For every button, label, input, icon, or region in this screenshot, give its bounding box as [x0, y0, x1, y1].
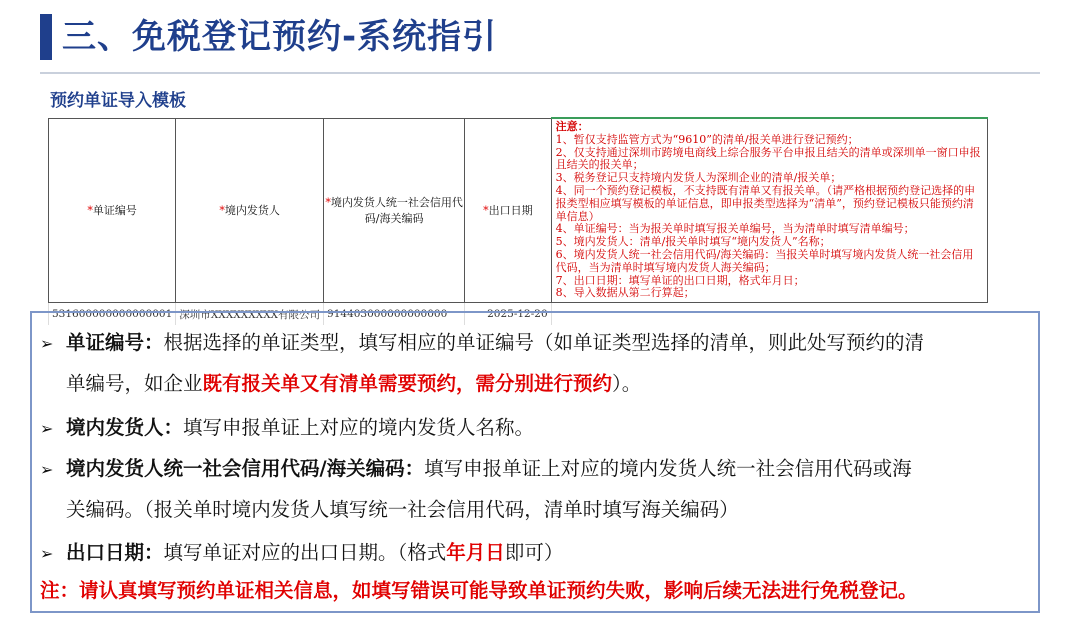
note-item: 6、境内发货人统一社会信用代码/海关编码：当报关单时填写境内发货人统一社会信用代码，当为清单时填写境内发货人海关编码； [555, 247, 974, 274]
col-header-credit-code: *境内发货人统一社会信用代码/海关编码 [324, 118, 465, 303]
instruction-doc-no: ➢ 单证编号：根据选择的单证类型，填写相应的单证编号（如单证类型选择的清单，则此处写预约的清 [40, 329, 924, 358]
title-divider [40, 72, 1040, 74]
instructions-box [30, 311, 1040, 613]
arrow-bullet-icon: ➢ [40, 419, 54, 438]
notes-title: 注意： [555, 120, 589, 133]
section-label: 预约单证导入模板 [50, 91, 186, 111]
cell-doc-no: 531600000000000001 [49, 303, 176, 326]
note-item: 3、税务登记只支持境内发货人为深圳企业的清单/报关单； [555, 171, 842, 185]
note-item: 8、导入数据从第二行算起； [555, 286, 695, 300]
cell-shipper: 深圳市XXXXXXXXX有限公司 [176, 303, 324, 326]
note-item: 4、单证编号：当为报关单时填写报关单编号，当为清单时填写清单编号； [555, 222, 915, 236]
term-doc-no: 单证编号 [66, 331, 145, 354]
instruction-export-date: ➢ 出口日期：填写单证对应的出口日期。（格式年月日即可） [40, 539, 563, 568]
term-shipper: 境内发货人 [66, 416, 164, 439]
instruction-credit-code-cont: 关编码。（报关单时境内发货人填写统一社会信用代码，清单时填写海关编码） [66, 498, 739, 521]
col-header-doc-no: *单证编号 [49, 118, 176, 303]
title-accent-bar [40, 14, 52, 60]
instruction-doc-no-cont: 单编号，如企业既有报关单又有清单需要预约，需分别进行预约）。 [66, 372, 642, 395]
term-export-date: 出口日期 [66, 541, 145, 564]
note-item: 1、暂仅支持监管方式为“9610”的清单/报关单进行登记预约； [555, 132, 859, 146]
instruction-credit-code: ➢ 境内发货人统一社会信用代码/海关编码：填写申报单证上对应的境内发货人统一社会信用代码或海 [40, 455, 912, 484]
note-item: 7、出口日期：填写单证的出口日期，格式年月日； [555, 273, 805, 287]
page-title: 三、免税登记预约-系统指引 [62, 17, 498, 57]
col-header-export-date: *出口日期 [465, 118, 551, 303]
warning-note: 注：请认真填写预约单证相关信息，如填写错误可能导致单证预约失败，影响后续无法进行免税登记。 [40, 579, 918, 602]
cell-credit-code: 914403000000000000 [324, 303, 465, 326]
term-credit-code: 境内发货人统一社会信用代码/海关编码 [66, 457, 405, 480]
arrow-bullet-icon: ➢ [40, 460, 54, 479]
note-item: 4、同一个预约登记模板，不支持既有清单又有报关单。（请严格根据预约登记选择的申报类型相应填写模板的单证信息，即申报类型选择为“清单”，预约登记模板只能预约清单信息） [555, 183, 976, 223]
template-notes [551, 118, 987, 303]
highlight-separate-booking: 既有报关单又有清单需要预约，需分别进行预约 [202, 372, 613, 395]
col-header-shipper: *境内发货人 [176, 118, 324, 303]
cell-export-date: 2025-12-20 [465, 303, 551, 326]
note-item: 2、仅支持通过深圳市跨境电商线上综合服务平台申报且结关的清单或深圳单一窗口申报且结关的报关单； [555, 145, 981, 172]
template-spreadsheet [48, 117, 988, 321]
instruction-shipper: ➢ 境内发货人：填写申报单证上对应的境内发货人名称。 [40, 414, 534, 443]
note-item: 5、境内发货人：清单/报关单时填写“境内发货人”名称； [555, 235, 831, 249]
highlight-date-format: 年月日 [446, 541, 505, 564]
arrow-bullet-icon: ➢ [40, 544, 54, 563]
arrow-bullet-icon: ➢ [40, 334, 54, 353]
